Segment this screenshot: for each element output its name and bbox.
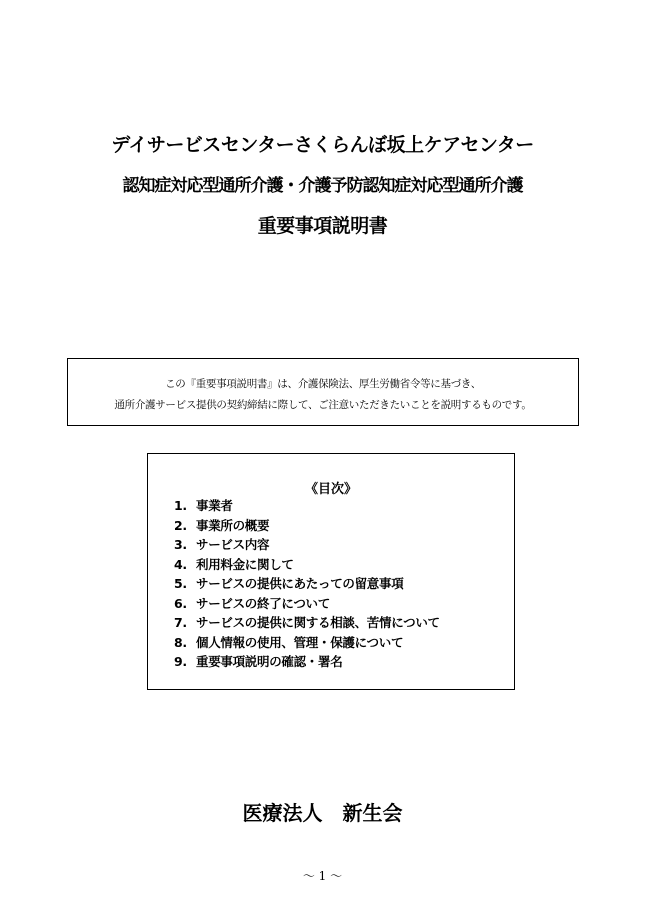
toc-item-label: 重要事項説明の確認・署名 (196, 654, 343, 669)
notice-line-2: 通所介護サービス提供の契約締結に際して、ご注意いただきたいことを説明するものです。 (114, 399, 532, 411)
service-type-title: 認知症対応型通所介護・介護予防認知症対応型通所介護 (122, 176, 523, 196)
toc-item (174, 633, 440, 653)
toc-item (174, 496, 440, 516)
toc-item-number: 7. (174, 615, 187, 630)
toc-item (174, 613, 440, 633)
toc-item-label: 個人情報の使用、管理・保護について (196, 634, 404, 650)
toc-item-label: 事業所の概要 (196, 517, 270, 533)
toc-list (174, 496, 440, 672)
toc-item (174, 555, 440, 575)
toc-item-number: 1. (174, 498, 187, 513)
toc-item-label: サービスの提供にあたっての留意事項 (196, 576, 404, 591)
table-of-contents-box (147, 453, 515, 690)
toc-item-label: 利用料金に関して (196, 556, 294, 572)
toc-item (174, 516, 440, 536)
toc-item-number: 4. (174, 556, 187, 572)
notice-box (67, 358, 579, 426)
toc-item-label: サービス内容 (196, 537, 270, 552)
toc-item-label: サービスの提供に関する相談、苦情について (196, 615, 440, 630)
page-number: ～ 1 ～ (302, 869, 343, 883)
toc-item-number: 5. (174, 576, 187, 591)
toc-item-number: 8. (174, 634, 187, 650)
toc-item-number: 9. (174, 654, 187, 669)
toc-item-label: サービスの終了について (196, 595, 330, 611)
organization-name: 医療法人 新生会 (242, 801, 403, 825)
toc-item (174, 652, 440, 672)
toc-heading: 《目次》 (304, 482, 357, 497)
toc-item-number: 2. (174, 517, 187, 533)
toc-item-number: 3. (174, 537, 187, 552)
toc-item (174, 574, 440, 594)
toc-item (174, 535, 440, 555)
notice-line-1: この『重要事項説明書』は、介護保険法、厚生労働省令等に基づき、 (165, 378, 481, 390)
document-title: 重要事項説明書 (257, 215, 388, 237)
facility-name-title: デイサービスセンターさくらんぼ坂上ケアセンター (111, 134, 534, 156)
toc-item-label: 事業者 (196, 498, 233, 513)
toc-item-number: 6. (174, 595, 187, 611)
toc-item (174, 594, 440, 614)
